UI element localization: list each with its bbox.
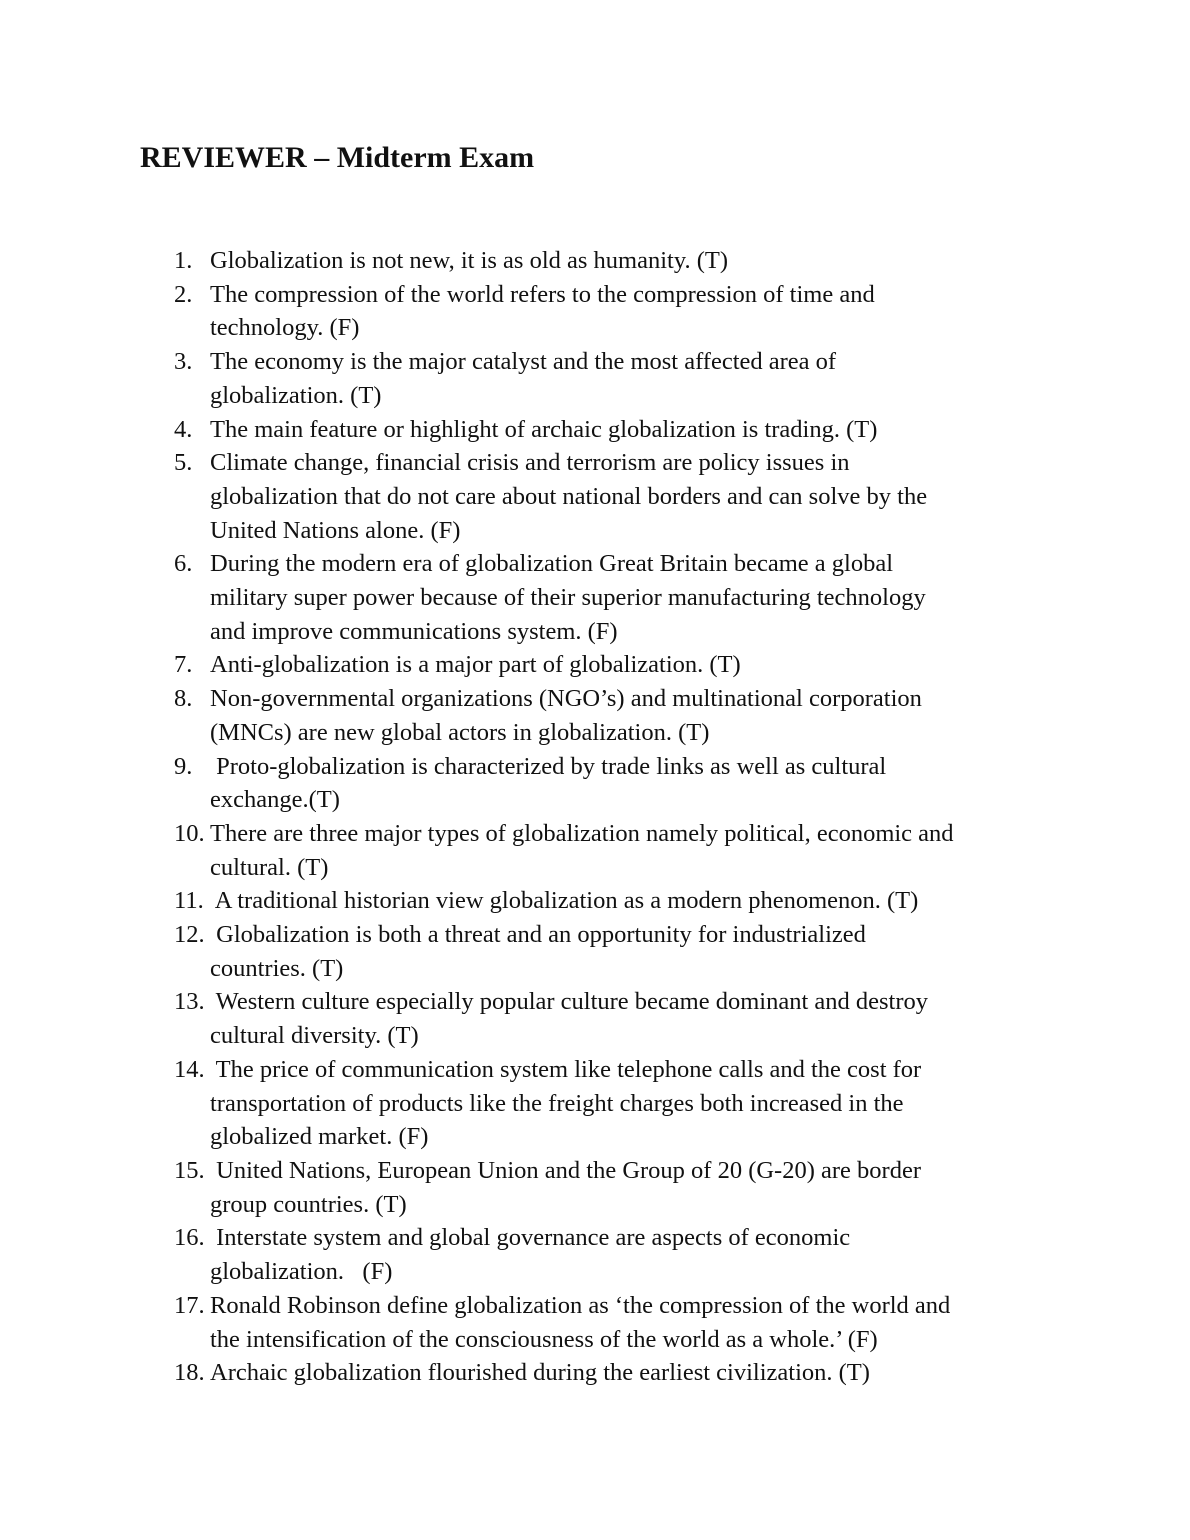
- item-text-line: United Nations alone. (F): [210, 516, 461, 544]
- list-item: [0, 1221, 1190, 1288]
- list-item: [0, 918, 1190, 985]
- item-number: 15.: [174, 1156, 205, 1184]
- item-text-line: Globalization is both a threat and an opportunity for industrialized: [210, 921, 866, 949]
- item-text-line: the intensification of the consciousness of the world as a whole.’ (F): [210, 1325, 878, 1353]
- item-number: 1.: [174, 247, 193, 274]
- item-number: 10.: [174, 819, 205, 847]
- item-text-line: globalization. (F): [210, 1258, 393, 1286]
- item-text-line: globalized market. (F): [210, 1123, 429, 1151]
- item-text-line: cultural diversity. (T): [210, 1022, 419, 1050]
- item-text-line: Western culture especially popular culture became dominant and destroy: [210, 988, 929, 1016]
- list-item: [0, 1356, 1190, 1390]
- item-number: 5.: [174, 449, 193, 477]
- item-number: 17.: [174, 1291, 205, 1319]
- list-item: [0, 446, 1190, 547]
- list-item: [0, 750, 1190, 817]
- item-number: 2.: [174, 280, 193, 308]
- item-text-line: and improve communications system. (F): [210, 617, 618, 645]
- item-text-line: cultural. (T): [210, 853, 329, 881]
- list-item: [0, 413, 1190, 447]
- list-item: [0, 1289, 1190, 1356]
- list-item: [0, 244, 1190, 278]
- item-text-line: The main feature or highlight of archaic globalization is trading. (T): [210, 415, 878, 443]
- item-text-line: A traditional historian view globalization as a modern phenomenon. (T): [210, 887, 919, 915]
- item-number: 14.: [174, 1055, 205, 1083]
- item-number: 7.: [174, 651, 193, 679]
- item-number: 13.: [174, 988, 205, 1016]
- item-text-line: Ronald Robinson define globalization as ‘the compression of the world and: [210, 1291, 951, 1319]
- list-item: [0, 278, 1190, 345]
- item-text-line: technology. (F): [210, 314, 360, 342]
- item-text-line: The economy is the major catalyst and the most affected area of: [210, 348, 837, 376]
- item-text-line: (MNCs) are new global actors in globalization. (T): [210, 718, 710, 746]
- list-item: [0, 1053, 1190, 1154]
- item-text-line: Proto-globalization is characterized by trade links as well as cultural: [210, 752, 887, 780]
- item-text-line: There are three major types of globalization namely political, economic and: [210, 819, 954, 847]
- item-number: 4.: [174, 415, 193, 443]
- question-list: [0, 244, 1190, 1390]
- item-text-line: Archaic globalization flourished during the earliest civilization. (T): [210, 1359, 870, 1387]
- list-item: [0, 884, 1190, 918]
- list-item: [0, 1154, 1190, 1221]
- list-item: [0, 547, 1190, 648]
- list-item: [0, 345, 1190, 412]
- item-number: 9.: [174, 752, 193, 780]
- item-number: 11.: [174, 887, 204, 915]
- item-number: 3.: [174, 348, 193, 376]
- list-item: [0, 985, 1190, 1052]
- item-text-line: group countries. (T): [210, 1190, 407, 1218]
- item-text-line: Interstate system and global governance are aspects of economic: [210, 1224, 851, 1252]
- item-text-line: The price of communication system like telephone calls and the cost for: [210, 1055, 922, 1083]
- item-text-line: countries. (T): [210, 954, 344, 982]
- item-number: 16.: [174, 1224, 205, 1252]
- item-text-line: Anti-globalization is a major part of globalization. (T): [210, 651, 741, 679]
- item-number: 6.: [174, 550, 193, 578]
- item-text-line: During the modern era of globalization Great Britain became a global: [210, 550, 894, 578]
- item-text-line: Non-governmental organizations (NGO’s) and multinational corporation: [210, 685, 922, 713]
- item-text-line: Climate change, financial crisis and terrorism are policy issues in: [210, 449, 850, 477]
- page-title: REVIEWER – Midterm Exam: [140, 141, 535, 174]
- item-text-line: military super power because of their superior manufacturing technology: [210, 584, 926, 612]
- item-number: 18.: [174, 1359, 205, 1387]
- item-text-line: Globalization is not new, it is as old as humanity. (T): [210, 247, 729, 274]
- item-text-line: globalization. (T): [210, 381, 382, 409]
- list-item: [0, 817, 1190, 884]
- item-number: 8.: [174, 685, 193, 713]
- item-text-line: exchange.(T): [210, 786, 340, 814]
- list-item: [0, 682, 1190, 749]
- item-text-line: globalization that do not care about national borders and can solve by the: [210, 482, 928, 510]
- list-item: [0, 648, 1190, 682]
- item-text-line: transportation of products like the freight charges both increased in the: [210, 1089, 904, 1117]
- item-number: 12.: [174, 921, 205, 949]
- item-text-line: The compression of the world refers to the compression of time and: [210, 280, 875, 308]
- item-text-line: United Nations, European Union and the Group of 20 (G-20) are border: [210, 1156, 921, 1184]
